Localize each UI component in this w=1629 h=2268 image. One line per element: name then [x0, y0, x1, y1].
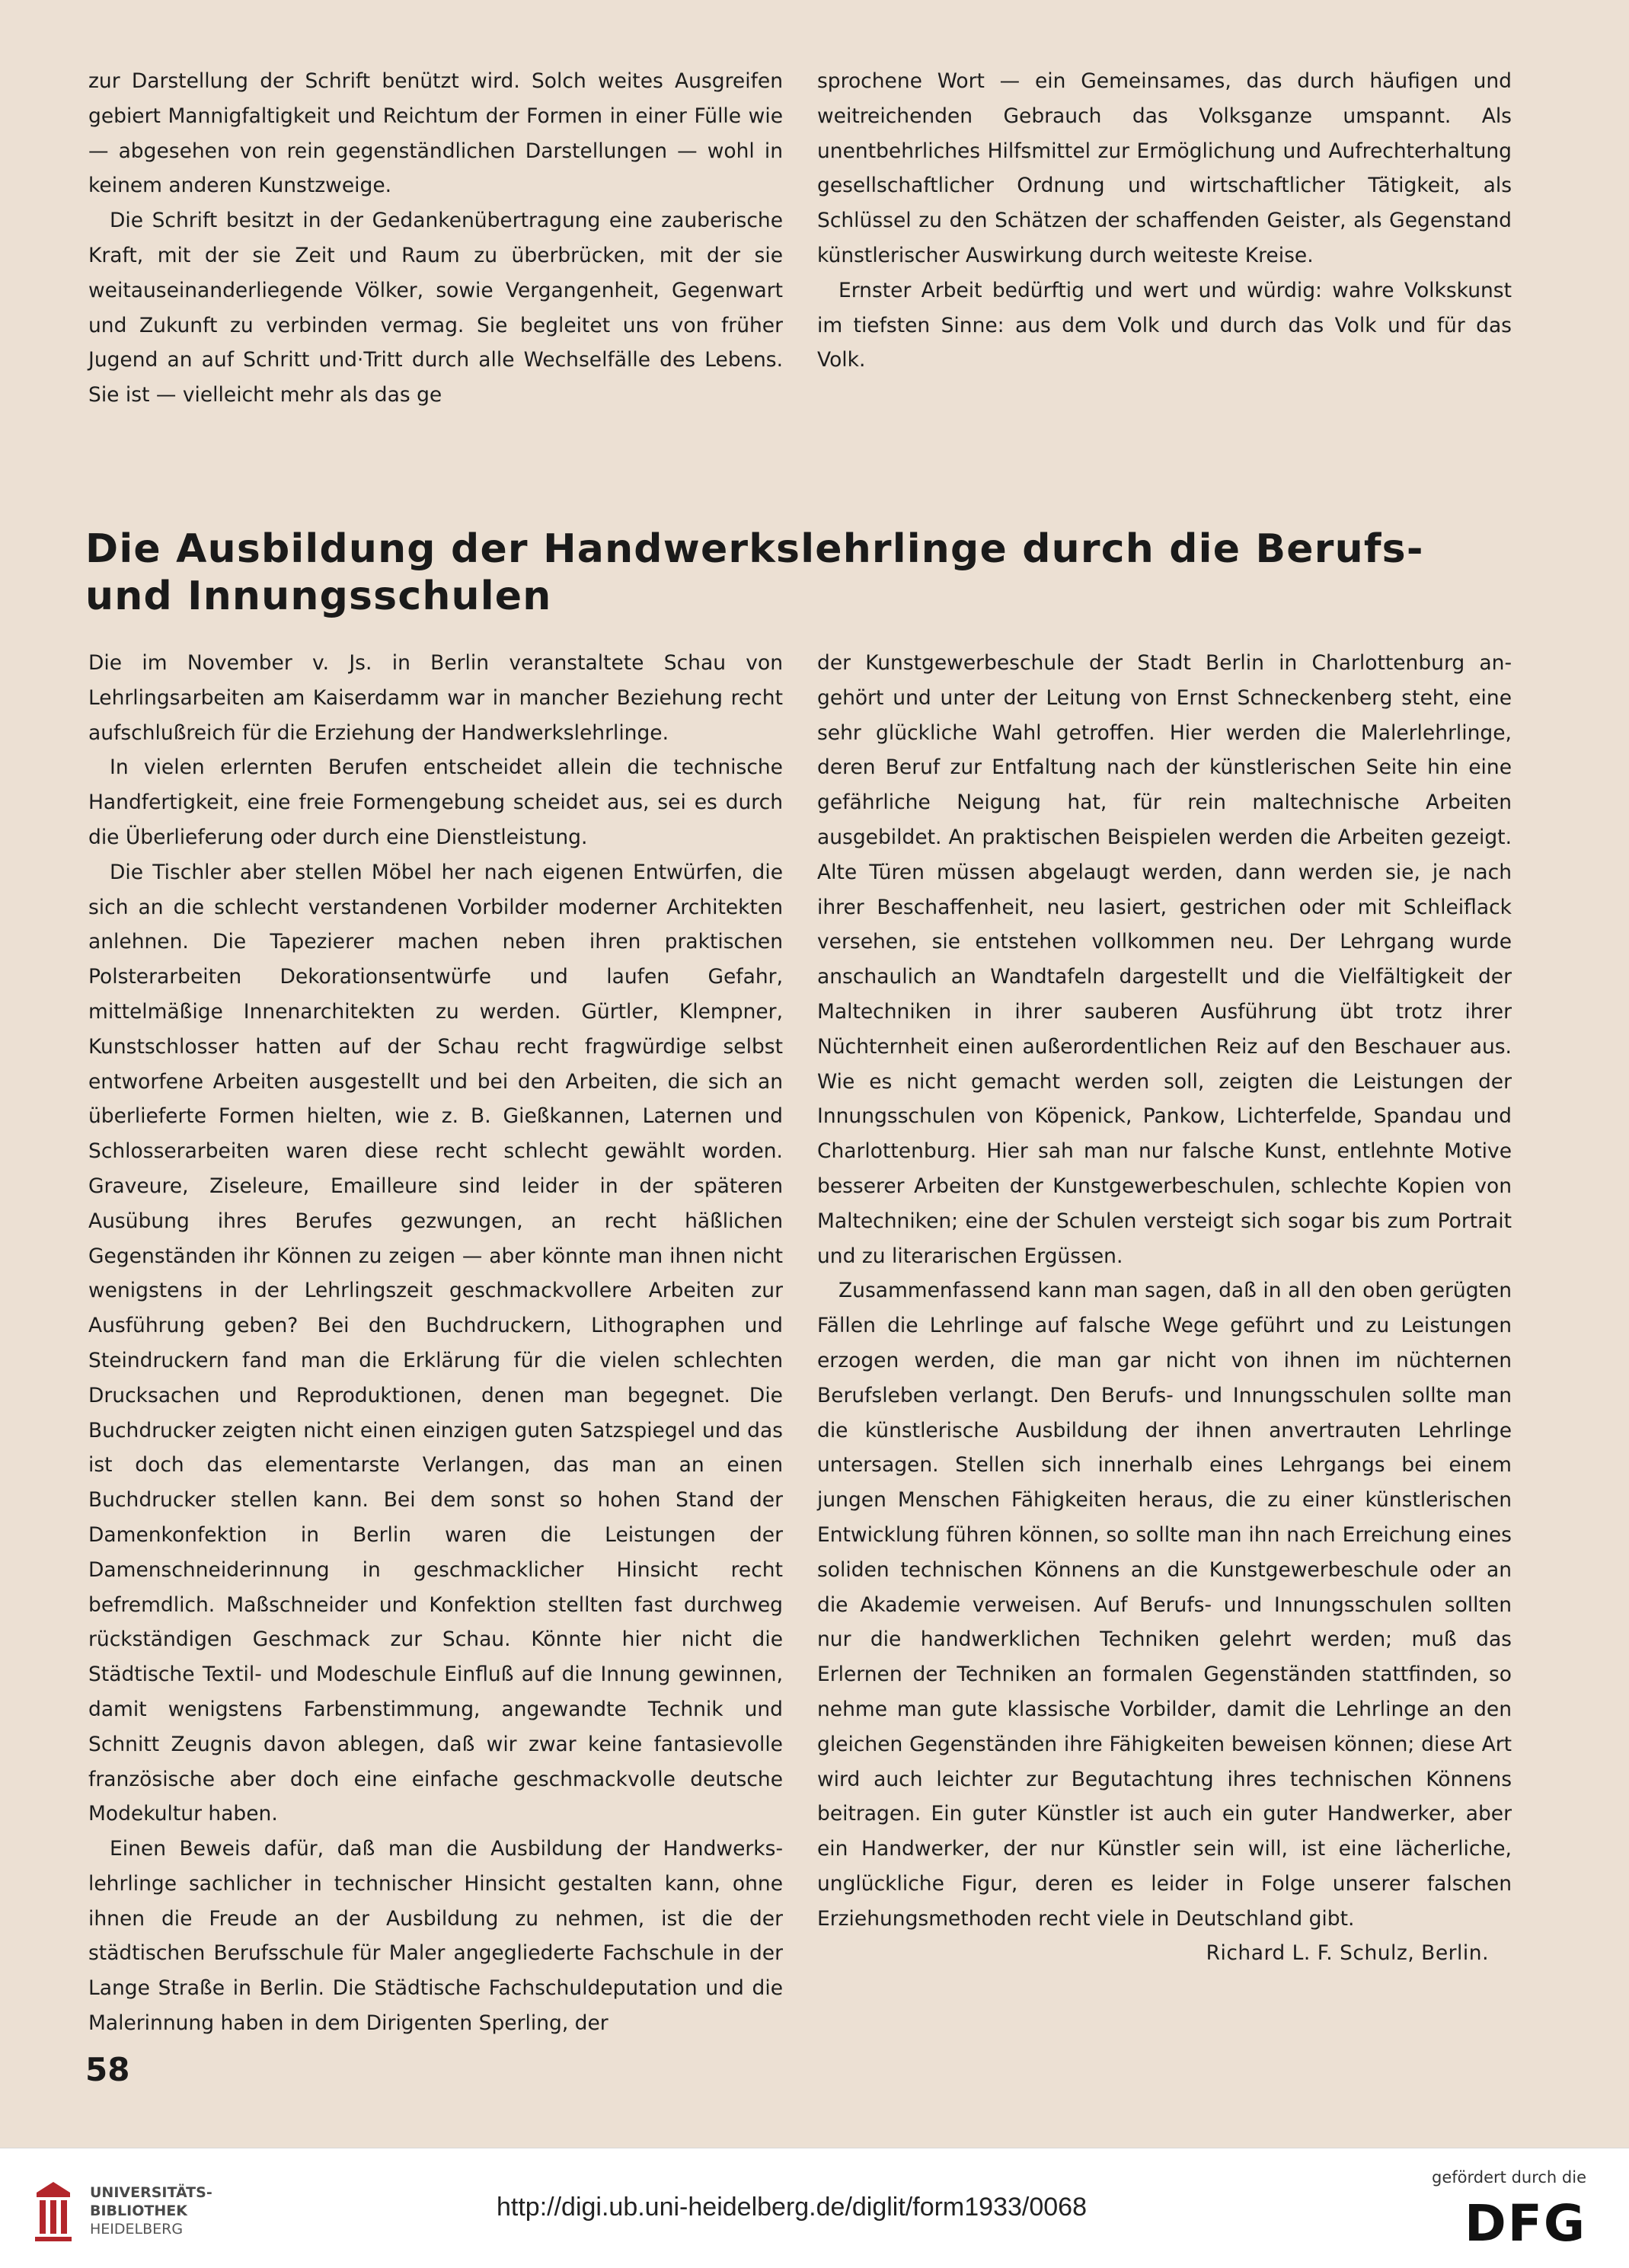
page-number: 58 — [85, 2051, 130, 2088]
digitization-footer — [0, 2148, 1629, 2268]
paragraph: In vielen erlernten Berufen entscheidet allein die technische Handfertigkeit, eine freie Formengebung scheidet aus, sei es durch die Überlieferung oder durch eine Dienstleistung. — [88, 755, 783, 849]
headline-line-1: Die Ausbildung der Handwerkslehrlinge durch die Berufs- — [85, 526, 1424, 572]
article-right-column — [817, 646, 1512, 1971]
source-url-link[interactable]: http://digi.ub.uni-heidelberg.de/diglit/form1933/0068 — [497, 2193, 1087, 2222]
headline-line-2: und Innungsschulen — [85, 573, 552, 619]
paragraph: Die Schrift besitzt in der Gedankenübertragung eine zauberische Kraft, mit der sie Zeit und Raum zu überbrücken, mit der sie weitauseinanderliegende Völker, sowie Vergangenheit, Gegenwart und Zukunft zu verbinden vermag. Sie begleitet uns von früher Jugend an auf Schritt und·Tritt durch alle Wechselfälle des Lebens. Sie ist — vielleicht mehr als das ge — [88, 209, 783, 407]
library-name-line-2: BIBLIOTHEK — [90, 2203, 187, 2219]
library-name — [90, 2183, 235, 2238]
funding-note: gefördert durch die — [1432, 2168, 1586, 2187]
paragraph: sprochene Wort — ein Gemeinsames, das durch häufigen und weitreichenden Gebrauch das Volksganze umspannt. Als unentbehrliches Hilfsmittel zur Ermöglichung und Aufrechterhaltung gesellschaftlicher Ordnung und wirtschaftlicher Tätigkeit, als Schlüssel zu den Schätzen der schaffenden Geister, als Gegenstand künstlerischer Auswirkung durch weiteste Kreise. — [817, 69, 1512, 267]
paragraph: Ernster Arbeit bedürftig und wert und würdig: wahre Volkskunst im tiefsten Sinne: aus dem Volk und durch das Volk und für das Volk. — [817, 278, 1512, 372]
continued-text-right-column — [817, 64, 1512, 378]
dfg-logo: DFG — [1464, 2194, 1586, 2253]
paragraph: Zusammenfassend kann man sagen, daß in all den oben gerügten Fällen die Lehrlinge auf falsche Wege geführt und zu Leistungen erzogen werden, die man gar nicht von ihnen im nüchternen Berufsleben verlangt. Den Berufs- und Innungsschulen sollte man die künstlerische Ausbildung der ihnen anvertrauten Lehrlinge untersagen. Stellen sich innerhalb eines Lehrgangs bei einem jungen Menschen Fähigkeiten heraus, die zu einer künstlerischen Entwicklung führen können, so sollte man ihn nach Erreichung eines soliden technischen Könnens an die Kunstgewerbeschule oder an die Akademie verweisen. Auf Berufs- und Innungsschulen sollten nur die handwerklichen Techniken gelehrt werden; muß das Erlernen der Techniken an formalen Gegenständen stattfinden, so nehme man gute klassische Vorbilder, damit die Lehrlinge an den gleichen Gegenständen ihre Fähigkeiten beweisen können; diese Art wird auch leichter zur Begutachtung ihres technischen Könnens beitragen. Ein guter Künstler ist auch ein guter Handwerker, aber ein Handwerker, der nur Künstler sein will, ist eine lächerliche, unglückliche Figur, deren es leider in Folge unserer falschen Erziehungsmethoden recht viele in Deutschland gibt. — [817, 1279, 1512, 1931]
article-headline — [85, 525, 1517, 620]
continued-text-left-column — [88, 64, 783, 413]
paragraph: der Kunstgewerbeschule der Stadt Berlin in Charlottenburg angehört und unter der Leitung von Ernst Schneckenberg steht, eine sehr glückliche Wahl getroffen. Hier werden die Malerlehrlinge, deren Beruf zur Entfaltung nach der künstlerischen Seite hin eine gefährliche Neigung hat, für rein maltechnische Arbeiten ausgebildet. An praktischen Beispielen werden die Arbeiten gezeigt. Alte Türen müssen abgelaugt werden, dann werden sie, je nach ihrer Beschaffenheit, neu lasiert, gestrichen oder mit Schleiflack versehen, sie entstehen vollkommen neu. Der Lehrgang wurde anschaulich an Wandtafeln dargestellt und die Vielfältigkeit der Maltechniken in ihrer sauberen Ausführung übt trotz ihrer Nüchternheit einen außerordentlichen Reiz auf den Beschauer aus. Wie es nicht gemacht werden soll, zeigten die Leistungen der Innungsschulen von Köpenick, Pankow, Lichterfelde, Spandau und Charlottenburg. Hier sah man nur falsche Kunst, entlehnte Motive besserer Arbeiten der Kunstgewerbeschulen, schlechte Kopien von Maltechniken; eine der Schulen versteigt sich sogar bis zum Portrait und zu literarischen Ergüssen. — [817, 651, 1512, 1268]
paragraph: zur Darstellung der Schrift benützt wird. Solch weites Ausgreifen gebiert Mannigfaltigkeit und Reichtum der Formen in einer Fülle wie — abgesehen von rein gegenständlichen Darstellungen — wohl in keinem anderen Kunstzweige. — [88, 69, 783, 198]
paragraph: Die Tischler aber stellen Möbel her nach eigenen Entwürfen, die sich an die schlecht verstandenen Vorbilder moderner Architekten anlehnen. Die Tapezierer machen neben ihren praktischen Polsterarbeiten Dekorationsentwürfe und laufen Gefahr, mittelmäßige Innenarchitekten zu werden. Gürtler, Klempner, Kunstschlosser hatten auf der Schau recht fragwürdige selbst entworfene Arbeiten ausgestellt und bei den Arbeiten, die sich an überlieferte Formen hielten, wie z. B. Gießkannen, Laternen und Schlosserarbeiten waren diese recht schlecht gewählt worden. Graveure, Ziseleure, Emailleure sind leider in der späteren Ausübung ihres Berufes gezwungen, an recht häßlichen Gegenständen ihr Können zu zeigen — aber könnte man ihnen nicht wenigstens in der Lehrlingszeit geschmackvollere Arbeiten zur Ausführung geben? Bei den Buchdruckern, Lithographen und Steindruckern fand man die Erklärung für die vielen schlechten Drucksachen und Reproduktionen, denen man begegnet. Die Buchdrucker zeigten nicht einen einzigen guten Satzspiegel und das ist doch das elementarste Verlangen, das man an einen Buchdrucker stellen kann. Bei dem sonst so hohen Stand der Damenkonfektion in Berlin waren die Leistungen der Damenschneiderinnung in geschmacklicher Hinsicht recht befremdlich. Maßschneider und Konfektion stellten fast durchweg rückständigen Geschmack zur Schau. Könnte hier nicht die Städtische Textil- und Modeschule Einfluß auf die Innung gewinnen, damit wenigstens Farbenstimmung, angewandte Technik und Schnitt Zeugnis davon ablegen, daß wir zwar keine fantasievolle französische aber doch eine einfache geschmackvolle deutsche Modekultur haben. — [88, 860, 783, 1826]
paragraph: Einen Beweis dafür, daß man die Ausbildung der Handwerkslehrlinge sachlicher in technischer Hinsicht gestalten kann, ohne ihnen die Freude an der Ausbildung zu nehmen, ist die der städtischen Berufsschule für Maler angegliederte Fachschule in der Lange Straße in Berlin. Die Städtische Fachschuldeputation und die Malerinnung haben in dem Dirigenten Sperling, der — [88, 1837, 783, 2036]
heidelberg-library-logo-icon — [30, 2177, 76, 2246]
library-name-line-1: UNIVERSITÄTS- — [90, 2184, 212, 2201]
library-name-line-3: HEIDELBERG — [90, 2221, 184, 2238]
author-byline: Richard L. F. Schulz, Berlin. — [1206, 1941, 1489, 1966]
article-left-column — [88, 646, 783, 2041]
paragraph: Die im November v. Js. in Berlin veranstaltete Schau von Lehrlingsarbeiten am Kaiserdamm war in mancher Beziehung recht aufschlußreich für die Erziehung der Handwerkslehrlinge. — [88, 651, 783, 745]
